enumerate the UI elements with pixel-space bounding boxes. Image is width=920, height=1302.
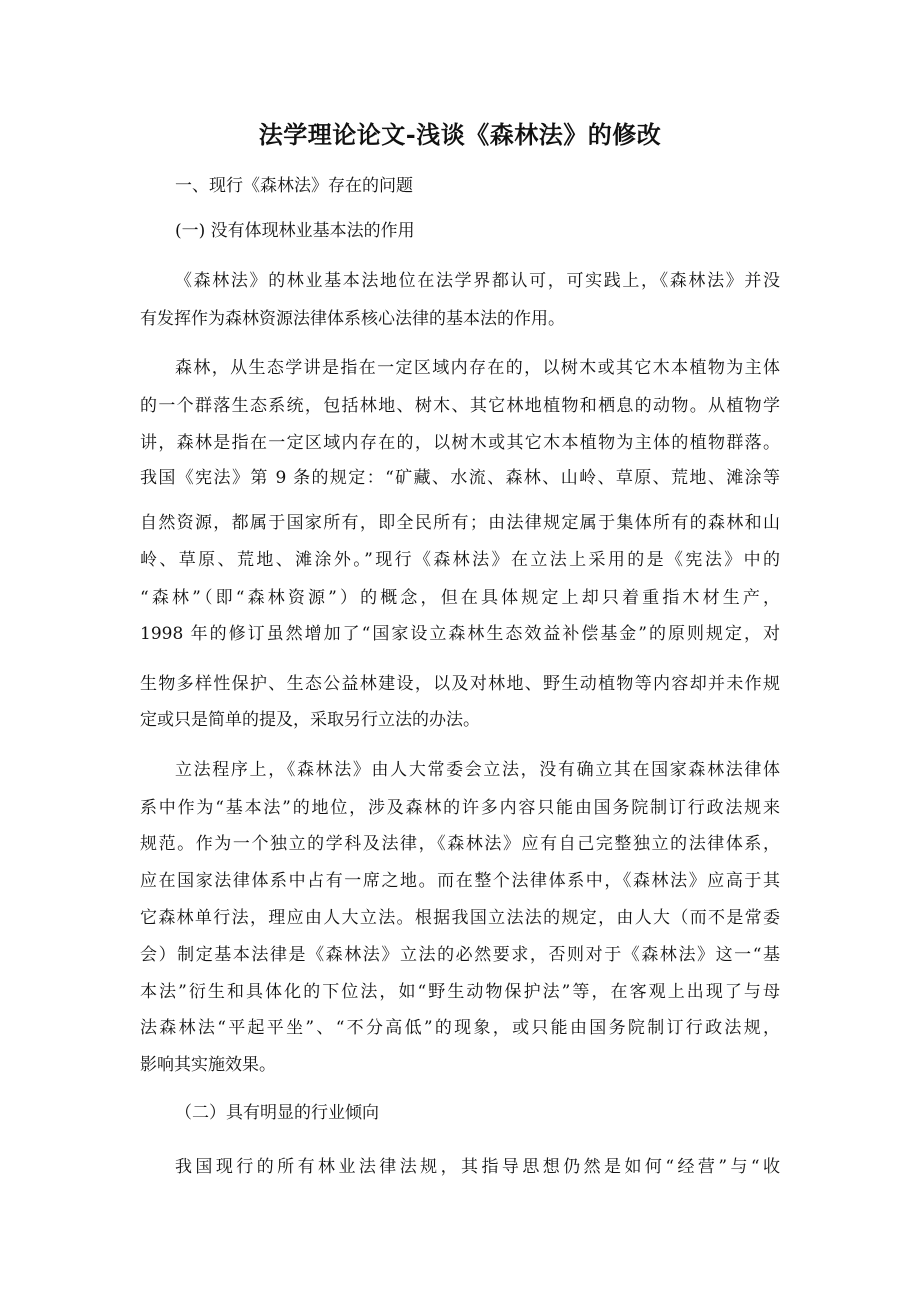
paragraph-line: 我国现行的所有林业法律法规，其指导思想仍然是如何“经营”与“收 — [175, 1157, 780, 1177]
paragraph-line: 的一个群落生态系统，包括林地、树木、其它林地植物和栖息的动物。从植物学 — [140, 396, 780, 416]
paragraph-line: 本法”衍生和具体化的下位法，如“野生动物保护法”等，在客观上出现了与母 — [140, 982, 780, 1002]
paragraph-line: 《森林法》的林业基本法地位在法学界都认可，可实践上，《森林法》并没 — [175, 271, 780, 291]
paragraph-line: 影响其实施效果。 — [140, 1055, 276, 1075]
paragraph-line: 生物多样性保护、生态公益林建设，以及对林地、野生动植物等内容却并未作规 — [140, 674, 780, 694]
paragraph-line: 它森林单行法，理应由人大立法。根据我国立法法的规定，由人大（而不是常委 — [140, 908, 780, 928]
paragraph-line: 讲，森林是指在一定区域内存在的，以树木或其它木本植物为主体的植物群落。 — [140, 433, 780, 453]
paragraph-line: 定或只是简单的提及，采取另行立法的办法。 — [140, 710, 480, 730]
paragraph-line: “森林”（即“森林资源”）的概念，但在具体规定上却只着重指木材生产， — [140, 588, 780, 608]
subsection-heading-1: (一) 没有体现林业基本法的作用 — [175, 221, 415, 241]
paragraph-line: 法森林法“平起平坐”、“不分高低”的现象，或只能由国务院制订行政法规， — [140, 1018, 780, 1038]
paragraph-line: 系中作为“基本法”的地位，涉及森林的许多内容只能由国务院制订行政法规来 — [140, 798, 780, 818]
paragraph-line: 规范。作为一个独立的学科及法律，《森林法》应有自己完整独立的法律体系， — [140, 834, 780, 854]
paragraph-line: 会）制定基本法律是《森林法》立法的必然要求，否则对于《森林法》这一“基 — [140, 945, 780, 965]
paragraph-line: 森林，从生态学讲是指在一定区域内存在的，以树木或其它木本植物为主体 — [175, 358, 780, 378]
paragraph-line: 1998 年的修订虽然增加了“国家设立森林生态效益补偿基金”的原则规定，对 — [140, 624, 780, 644]
paragraph-line: 岭、草原、荒地、滩涂外。”现行《森林法》在立法上采用的是《宪法》中的 — [140, 550, 780, 570]
paragraph-line: 我国《宪法》第 9 条的规定：“矿藏、水流、森林、山岭、草原、荒地、滩涂等 — [140, 468, 780, 488]
section-heading-1: 一、现行《森林法》存在的问题 — [175, 176, 413, 196]
document-title: 法学理论论文-浅谈《森林法》的修改 — [258, 120, 662, 149]
subsection-heading-2: （二）具有明显的行业倾向 — [175, 1103, 379, 1123]
paragraph-line: 自然资源，都属于国家所有，即全民所有；由法律规定属于集体所有的森林和山 — [140, 513, 780, 533]
paragraph-line: 立法程序上，《森林法》由人大常委会立法，没有确立其在国家森林法律体 — [175, 760, 780, 780]
paragraph-line: 有发挥作为森林资源法律体系核心法律的基本法的作用。 — [140, 309, 565, 329]
paragraph-line: 应在国家法律体系中占有一席之地。而在整个法律体系中，《森林法》应高于其 — [140, 871, 780, 891]
